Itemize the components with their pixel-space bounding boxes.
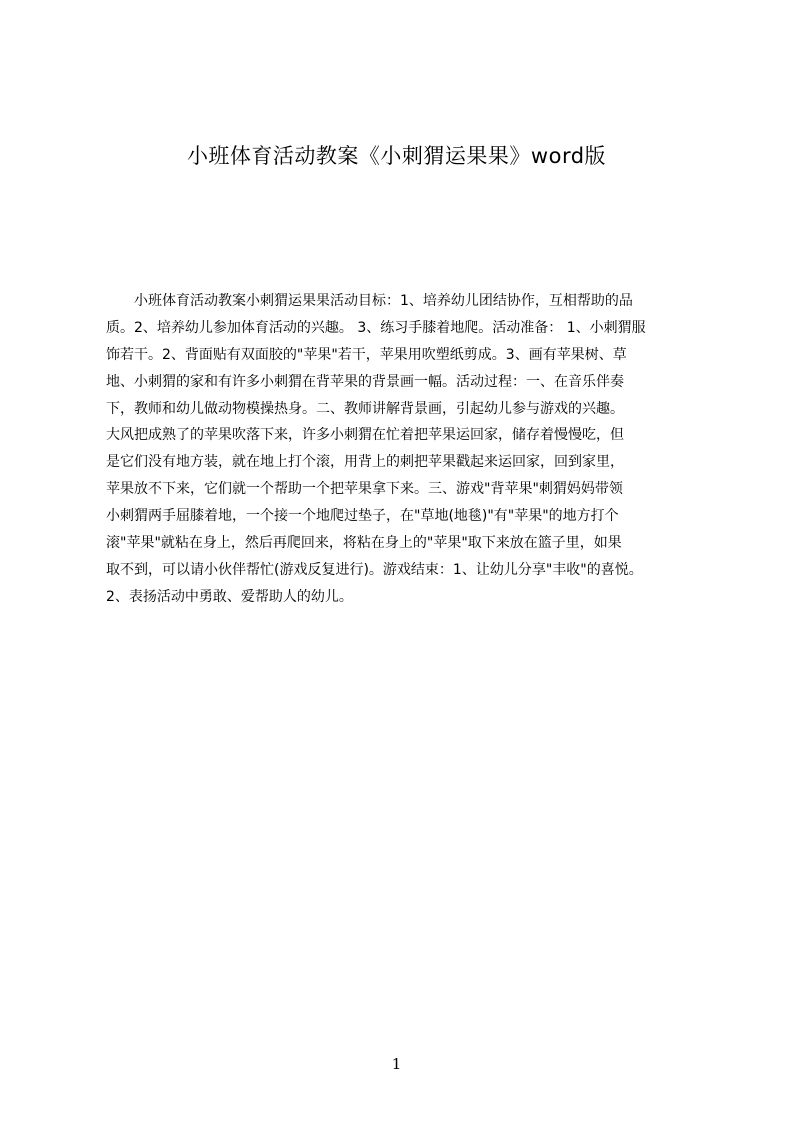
page-number: 1: [391, 1055, 402, 1073]
body-line: 2、表扬活动中勇敢、爱帮助人的幼儿。: [106, 588, 353, 605]
body-line: 苹果放不下来，它们就一个帮助一个把苹果拿下来。三、游戏"背苹果"刺猬妈妈带领: [106, 481, 623, 498]
body-line: 是它们没有地方装，就在地上打个滚，用背上的刺把苹果戳起来运回家，回到家里，: [106, 454, 624, 471]
body-line: 取不到，可以请小伙伴帮忙(游戏反复进行)。游戏结束：1、让幼儿分享"丰收"的喜悦。: [106, 561, 643, 578]
body-line: 地、小刺猬的家和有许多小刺猬在背苹果的背景画一幅。活动过程：一、在音乐伴奏: [106, 373, 624, 390]
document-title: 小班体育活动教案《小刺猬运果果》word版: [186, 144, 607, 168]
body-line: 小班体育活动教案小刺猬运果果活动目标：1、培养幼儿团结协作，互相帮助的品: [106, 293, 633, 309]
body-line: 饰若干。2、背面贴有双面胶的"苹果"若干，苹果用吹塑纸剪成。3、画有苹果树、草: [106, 346, 627, 363]
body-line: 大风把成熟了的苹果吹落下来，许多小刺猬在忙着把苹果运回家，储存着慢慢吃，但: [106, 427, 624, 444]
body-line: 小刺猬两手屈膝着地，一个接一个地爬过垫子，在"草地(地毯)"有"苹果"的地方打个: [106, 508, 619, 525]
document-body: [106, 288, 698, 612]
body-line: 质。2、培养幼儿参加体育活动的兴趣。 3、练习手膝着地爬。活动准备： 1、小刺猬服: [106, 319, 646, 336]
body-line: 下，教师和幼儿做动物模操热身。二、教师讲解背景画，引起幼儿参与游戏的兴趣。: [106, 400, 624, 417]
body-line: 滚"苹果"就粘在身上，然后再爬回来，将粘在身上的"苹果"取下来放在篮子里，如果: [106, 535, 622, 552]
